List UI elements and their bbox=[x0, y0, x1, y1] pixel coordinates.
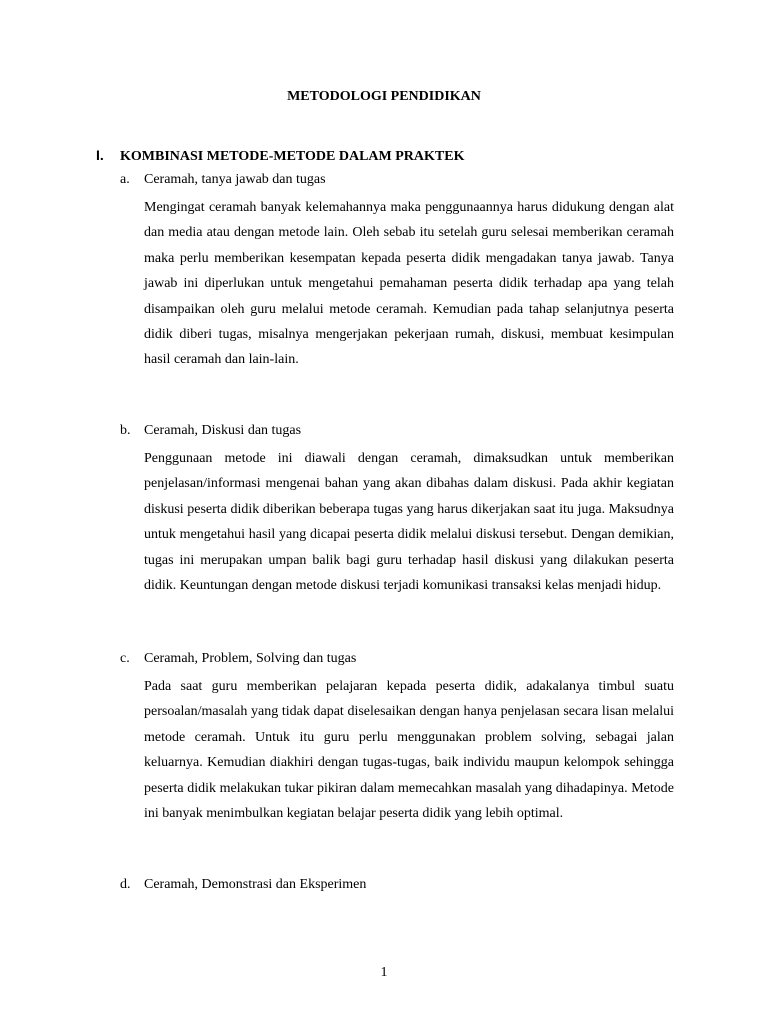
paragraph-a: Mengingat ceramah banyak kelemahannya maka penggunaannya harus didukung dengan alat dan media atau dengan metode lain. Oleh sebab itu setelah guru selesai memberikan ceramah maka perlu memberikan kesempatan kepada peserta didik mengadakan tanya jawab. Tanya jawab ini diperlukan untuk mengetahui pemahaman peserta didik terhadap apa yang telah disampaikan oleh guru melalui metode ceramah. Kemudian pada tahap selanjutnya peserta didik diberi tugas, misalnya mengerjakan pekerjaan rumah, diskusi, membuat kesimpulan hasil ceramah dan lain-lain. bbox=[144, 200, 674, 368]
sub-letter-b: b. bbox=[120, 423, 131, 438]
sub-letter-a: a. bbox=[120, 172, 130, 187]
section-title: KOMBINASI METODE-METODE DALAM PRAKTEK bbox=[120, 149, 465, 164]
sub-title-c: Ceramah, Problem, Solving dan tugas bbox=[144, 651, 357, 666]
page-number: 1 bbox=[380, 965, 388, 980]
sub-heading-d bbox=[120, 876, 675, 894]
sub-section-b bbox=[120, 422, 675, 598]
section-numeral: I. bbox=[96, 147, 104, 163]
section-heading bbox=[96, 146, 464, 166]
sub-title-a: Ceramah, tanya jawab dan tugas bbox=[144, 172, 326, 187]
sub-heading-a bbox=[120, 171, 675, 189]
sub-section-a bbox=[120, 171, 675, 373]
sub-section-d bbox=[120, 876, 675, 894]
sub-heading-b bbox=[120, 422, 675, 440]
sub-heading-c bbox=[120, 650, 675, 668]
page-title: METODOLOGI PENDIDIKAN bbox=[287, 89, 481, 104]
sub-section-c bbox=[120, 650, 675, 826]
sub-letter-c: c. bbox=[120, 651, 130, 666]
sub-title-b: Ceramah, Diskusi dan tugas bbox=[144, 423, 302, 438]
paragraph-b: Penggunaan metode ini diawali dengan ceramah, dimaksudkan untuk memberikan penjelasan/informasi mengenai bahan yang akan dibahas dalam diskusi. Pada akhir kegiatan diskusi peserta didik diberikan beberapa tugas yang harus dikerjakan saat itu juga. Maksudnya untuk mengetahui hasil yang dicapai peserta didik melalui diskusi tersebut. Dengan demikian, tugas ini merupakan umpan balik bagi guru terhadap hasil diskusi yang dilakukan peserta didik. Keuntungan dengan metode diskusi terjadi komunikasi transaksi kelas menjadi hidup. bbox=[144, 451, 674, 594]
sub-title-d: Ceramah, Demonstrasi dan Eksperimen bbox=[144, 877, 367, 892]
sub-letter-d: d. bbox=[120, 877, 131, 892]
paragraph-c: Pada saat guru memberikan pelajaran kepada peserta didik, adakalanya timbul suatu persoalan/masalah yang tidak dapat diselesaikan dengan hanya penjelasan secara lisan melalui metode ceramah. Untuk itu guru perlu menggunakan problem solving, sebagai jalan keluarnya. Kemudian diakhiri dengan tugas-tugas, baik individu maupun kelompok sehingga peserta didik melakukan tukar pikiran dalam memecahkan masalah yang dihadapinya. Metode ini banyak menimbulkan kegiatan belajar peserta didik yang lebih optimal. bbox=[144, 679, 674, 822]
